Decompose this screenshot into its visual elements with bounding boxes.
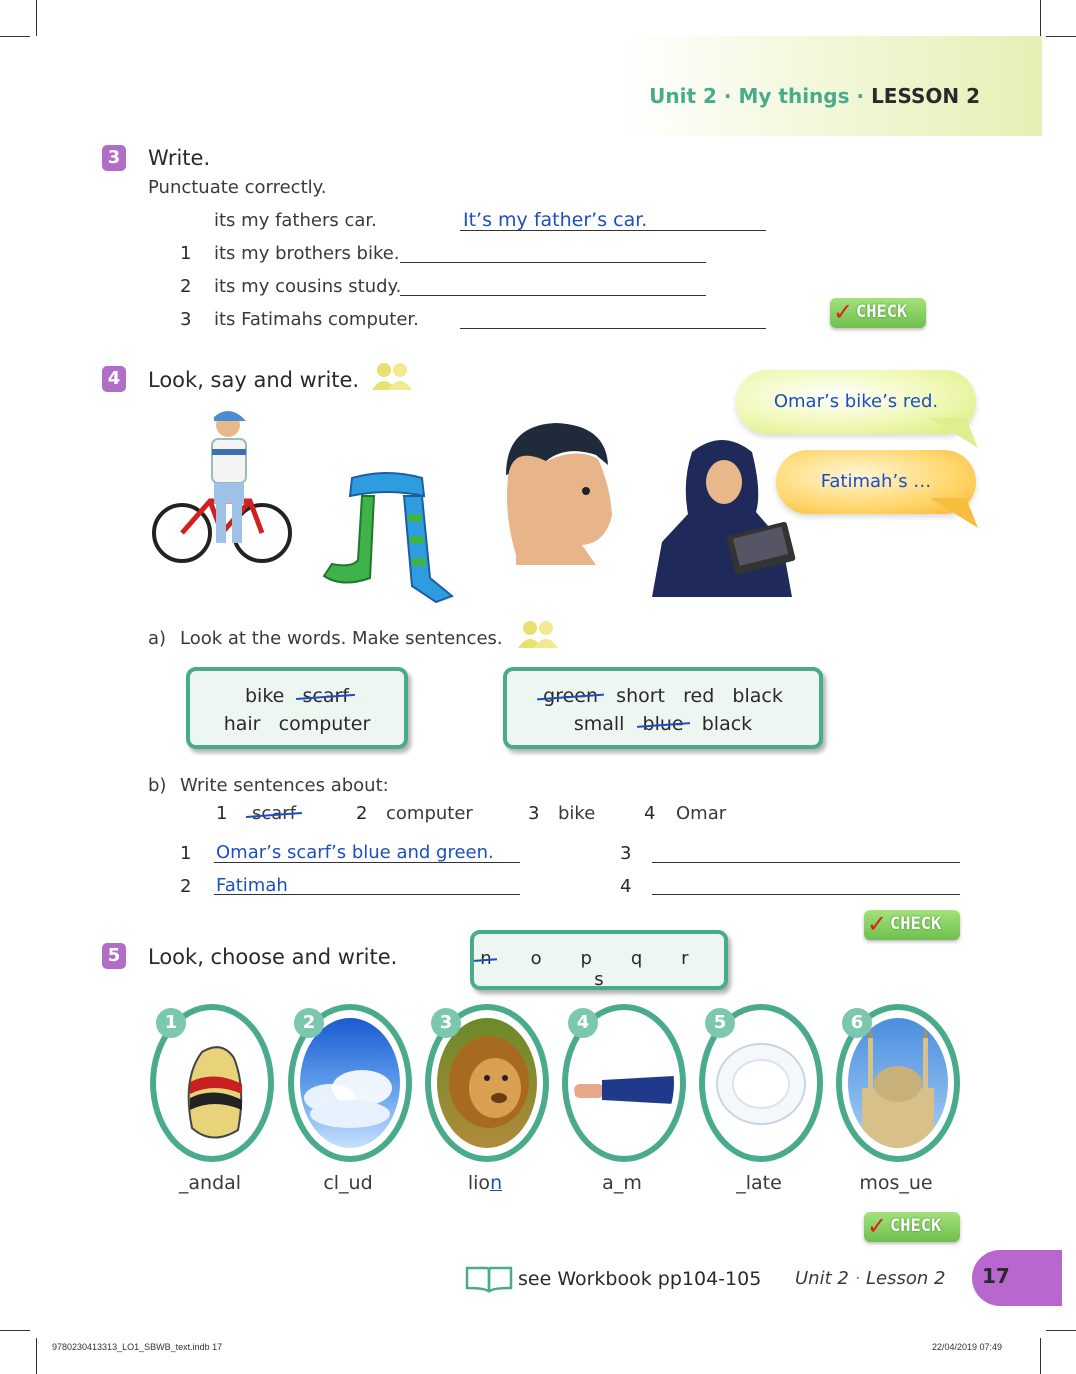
item-prompt: its my brothers bike.	[214, 243, 400, 264]
answer-line[interactable]	[652, 894, 960, 895]
speech-bubble-fatimah: Fatimah’s …	[776, 450, 976, 514]
crossed-letter: n	[480, 948, 492, 969]
header-unit: Unit 2	[649, 84, 717, 108]
scarf-icon	[312, 468, 462, 608]
answer-2-handwriting: Fatimah	[216, 875, 288, 896]
picture-number: 1	[156, 1008, 186, 1038]
mosque-icon	[848, 1018, 948, 1148]
gap-word: mos_ue	[859, 1172, 933, 1194]
crop-mark	[1046, 1330, 1076, 1331]
part-b-label: b)	[148, 775, 167, 796]
header-topic: My things	[738, 84, 850, 108]
crop-mark	[36, 0, 37, 36]
workbook-reference: see Workbook pp104-105	[518, 1268, 762, 1290]
lion-icon	[437, 1018, 537, 1148]
check-button[interactable]: ✓ CHECK	[864, 910, 960, 940]
item-number: 2	[180, 276, 192, 297]
crop-mark	[1046, 36, 1076, 37]
crossed-word: blue	[642, 713, 684, 735]
check-tick-icon: ✓	[833, 298, 854, 326]
answer-line[interactable]	[460, 328, 766, 329]
page-header: Unit 2 · My things · LESSON 2	[649, 84, 980, 108]
letter-box: n o p q r s	[470, 930, 728, 990]
part-b-text: Write sentences about:	[180, 775, 389, 796]
crop-mark	[0, 1330, 30, 1331]
part-a-label: a)	[148, 628, 167, 649]
exercise-3-number: 3	[102, 145, 126, 171]
gap-word: lion	[467, 1172, 503, 1194]
noun-word-box: bike scarf hair computer	[186, 667, 408, 749]
crop-mark	[0, 36, 30, 37]
arm-icon	[574, 1018, 674, 1148]
answer-line[interactable]	[214, 862, 520, 863]
pair-work-icon	[370, 362, 416, 390]
answer-line[interactable]	[400, 262, 706, 263]
crossed-word: green	[543, 685, 599, 707]
plate-icon	[711, 1018, 811, 1148]
crop-mark	[36, 1338, 37, 1374]
item-number: 1	[180, 243, 192, 264]
item-prompt: its my cousins study.	[214, 276, 402, 297]
answer-line[interactable]	[460, 230, 766, 231]
gap-word: _late	[736, 1172, 782, 1194]
exercise-5-title: Look, choose and write.	[148, 945, 398, 969]
gap-word: a_m	[602, 1172, 642, 1194]
picture-number: 2	[294, 1008, 324, 1038]
crop-mark	[1040, 1338, 1041, 1374]
example-prompt: its my fathers car.	[214, 210, 377, 231]
picture-number: 4	[568, 1008, 598, 1038]
answer-line[interactable]	[400, 295, 706, 296]
sandal-icon	[162, 1018, 262, 1148]
bubble-tail	[930, 418, 980, 450]
gap-word: cl_ud	[323, 1172, 373, 1194]
answer-1-handwriting: Omar’s scarf’s blue and green.	[216, 842, 494, 863]
answer-line[interactable]	[652, 862, 960, 863]
print-file-info: 9780230413313_LO1_SBWB_text.indb 17	[52, 1342, 223, 1352]
exercise-3-instruction: Punctuate correctly.	[148, 177, 327, 198]
exercise-4-number: 4	[102, 366, 126, 392]
picture-number: 3	[431, 1008, 461, 1038]
example-answer: It’s my father’s car.	[463, 209, 648, 231]
header-lesson: LESSON 2	[871, 84, 980, 108]
picture-number: 6	[842, 1008, 872, 1038]
check-tick-icon: ✓	[867, 910, 888, 938]
crossed-word: scarf	[302, 685, 349, 707]
speech-bubble-omar: Omar’s bike’s red.	[736, 370, 976, 434]
exercise-5-number: 5	[102, 943, 126, 969]
boy-with-bike-icon	[150, 405, 295, 565]
exercise-3-title: Write.	[148, 146, 211, 170]
crossed-word: scarf	[252, 803, 297, 824]
crop-mark	[1040, 0, 1041, 36]
bubble-tail	[930, 498, 980, 530]
part-a-text: Look at the words. Make sentences.	[180, 628, 503, 649]
pair-work-icon	[516, 620, 562, 648]
item-prompt: its Fatimahs computer.	[214, 309, 419, 330]
exercise-4-title: Look, say and write.	[148, 368, 360, 392]
item-number: 3	[180, 309, 192, 330]
man-head-icon	[486, 415, 626, 565]
answer-line[interactable]	[214, 894, 520, 895]
adjective-word-box: green short red black small blue black	[503, 667, 823, 749]
check-button[interactable]: ✓ CHECK	[864, 1212, 960, 1242]
footer-unit-lesson: Unit 2 · Lesson 2	[795, 1268, 946, 1289]
page-number: 17	[982, 1264, 1010, 1288]
book-icon	[465, 1264, 513, 1294]
gap-word: _andal	[178, 1172, 242, 1194]
check-button[interactable]: ✓ CHECK	[830, 298, 926, 328]
check-tick-icon: ✓	[867, 1212, 888, 1240]
cloud-icon	[300, 1018, 400, 1148]
print-date: 22/04/2019 07:49	[932, 1342, 1003, 1352]
picture-number: 5	[705, 1008, 735, 1038]
fatimah-with-computer-icon	[652, 432, 797, 597]
